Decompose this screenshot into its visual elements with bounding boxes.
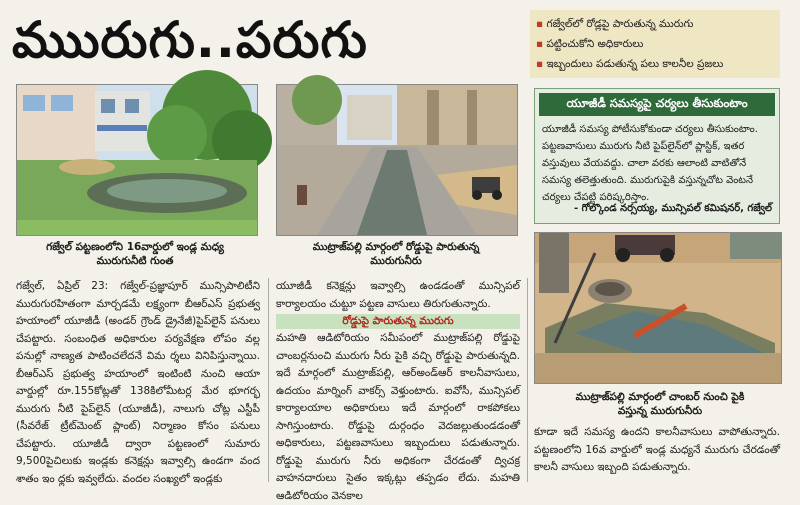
summary-bullets [530, 10, 780, 78]
article-column-1: గజ్వేల్, ఏప్రిల్ 23: గజ్వేల్-ప్రజ్ఞాపూర్ మున్సిపాలిటీని మురుగురహితంగా మార్చడమే లక్ష్యంగా బీఆర్ఎస్ ప్రభుత్వ హయాంలో యూజీడీ (అండర్ గ్రౌండ్ డ్రైనేజీ)పైప్‌లైన్ పనులు చేపట్టారు. సంబంధిత అధికారుల పర్యవేక్షణ లోపం వల్ల పనుల్లో నాణ్యత పాటించలేదనే విమ ర్శలు వినిపిస్తున్నాయి. బీఆర్ఎస్ ప్రభుత్వ హయాంలో ఇంటింటి నుంచి ఆయా వార్డుల్లో రూ.155కోట్లతో 138కిలోమీటర్ల మేర భూగర్భ మురుగు నీటి పైప్‌లైన్ (యూజీడీ), నాలుగు చోట్ల ఎస్టీపీ (సీవరేజ్ ట్రీట్‌మెంట్ ప్లాంట్) నిర్మాణం కోసం పనులు చేపట్టారు. యూజీడీ ద్వారా పట్టణంలో సుమారు 9,500పైచిలుకు ఇండ్లకు కనెక్షన్లు ఇవ్వాల్సి ఉండగా వంద శాతం ఇం ధ్లకు ఇవ్వలేదు. వందల సంఖ్యలో ఇండ్లకు [16, 280, 260, 485]
statement-signature: - గోల్కొండ నర్సయ్య, మున్సిపల్ కమిషనర్, గజ్వేల్ [574, 203, 772, 214]
column-2-intro: యూజీడీ కనెక్షన్లు ఇవ్వాల్సి ఉండడంతో మున్సిపల్ కార్యాలయం చుట్టూ పట్టణ వాసులు తిరుగుతున్నారు. [276, 280, 520, 310]
photo-road-sewage-image [277, 85, 517, 235]
photo-caption-chamber: ముట్రాజ్‌పల్లి మార్గంలో చాంబర్ నుంచి పైకి వస్తున్న మురుగునీరు [575, 391, 745, 417]
column-divider [268, 278, 269, 482]
photo-overflowing-chamber-image [535, 233, 781, 383]
statement-body: యూజీడీ సమస్య పోటీసుకోకుండా చర్యలు తీసుకుంటాం. పట్టణవాసులు మురుగు నీటి పైప్‌లైన్‌లో ప్లాస్టిక్, ఇతర వస్తువులు వేయవద్దు. చాలా వరకు ఆలాంటి వాటితోనే సమస్య తలెత్తుతుంది. మురుగుపైకి వస్తున్నచోట వెంటనే చర్యలు చేపట్టి పరిష్కరిస్తాం. [542, 124, 758, 203]
commissioner-statement-box [534, 88, 780, 224]
bullet-item: ▪ ఇబ్బందులు పడుతున్న పలు కాలనీల ప్రజలు [536, 54, 774, 74]
photo-caption-pond: గజ్వేల్ పట్టణంలోని 16వార్డులో ఇండ్ల మధ్య మురుగునీటి గుంత [46, 241, 224, 267]
bullet-item: ▪ గజ్వేల్‌లో రోడ్లపై పారుతున్న మురుగు [536, 14, 774, 34]
photo-caption-road: ముట్రాజ్‌పల్లి మార్గంలో రోడ్డుపై పారుతున్న మురుగునీరు [312, 241, 480, 267]
column-2-body: మహతి ఆడిటోరియం సమీపంలో ముట్రాజ్‌పల్లి రోడ్డుపై చాంబర్లనుంచి మురుగు నీరు పైకి వచ్చి రోడ్డుపై పారుతున్నది. ఇదే మార్గంలో ముట్రాజ్‌పల్లి, ఆర్అండ్‌ఆర్ కాలనీవాసులు, ఉదయం మార్నింగ్ వాకర్స్ వెళ్తుంటారు. ఐవోసీ, మున్సిపల్ కార్యాలయాల అధికారులు ఇదే మార్గంలో రాకపోకలు సాగిస్తుంటారు. రోడ్డుపై దుర్గంధం వెదజల్లుతుండడంతో అధికారులు, పట్టణవాసులు ఇబ్బందులు పడుతున్నారు. రోడ్డుపై మురుగు నీరు అధికంగా చేరడంతో ద్విచక్ర వాహనదారులు సైతం ఇక్కట్లు తప్పడం లేదు. మహతి ఆడిటోరియం వెనకాల [276, 332, 520, 502]
photo-sewage-pond [16, 84, 258, 236]
photo-sewage-pond-image [17, 85, 257, 235]
bullet-item: ▪ పట్టించుకోని అధికారులు [536, 34, 774, 54]
column-divider [527, 278, 528, 482]
statement-title: యూజీడీ సమస్యపై చర్యలు తీసుకుంటాం [539, 93, 775, 116]
article-column-2 [276, 278, 520, 502]
photo-overflowing-chamber [534, 232, 782, 384]
subheading-road-sewage: రోడ్డుపై పారుతున్న మురుగు [276, 314, 520, 329]
article-column-3: కూడా ఇదే సమస్య ఉందని కాలనీవాసులు వాపోతున్నారు. పట్టణంలోని 16వ వార్డులో ఇండ్ల మధ్యనే మురుగు చేరడంతో కాలనీ వాసులు ఇబ్బంది పడుతున్నారు. [534, 426, 780, 473]
headline: ముురుగు..పరుగు [12, 11, 368, 69]
photo-road-sewage [276, 84, 518, 236]
